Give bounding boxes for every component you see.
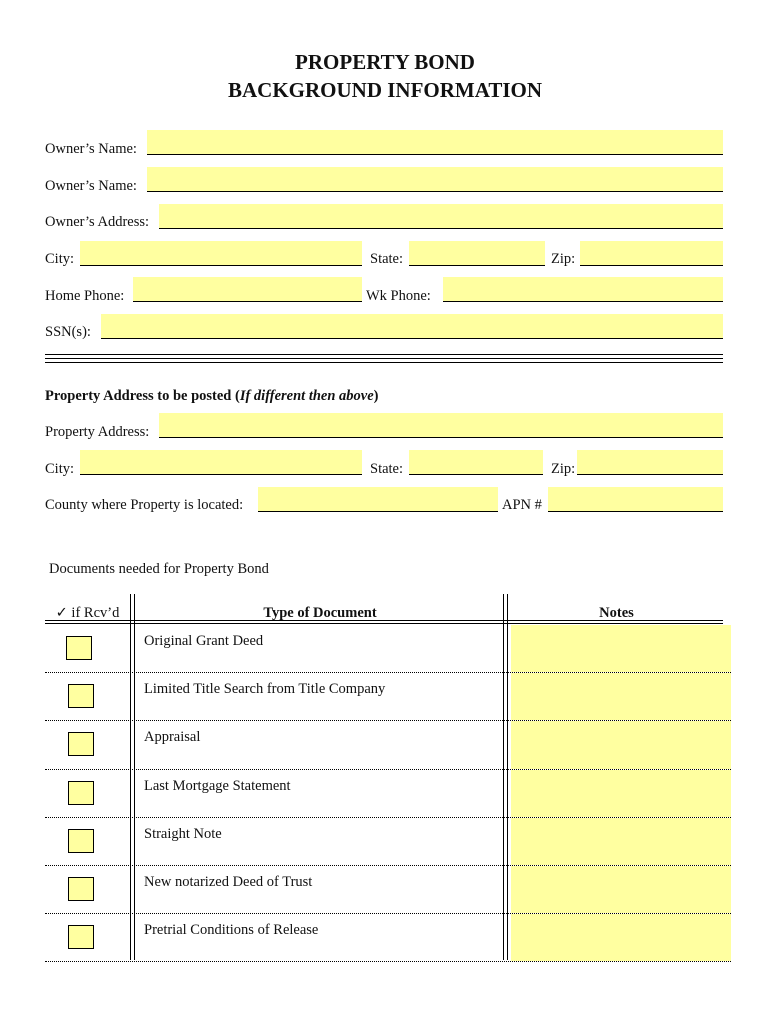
property-city-label: City: [45,461,75,477]
received-checkbox[interactable] [68,684,94,708]
owner-name-1-label: Owner’s Name: [45,141,137,157]
property-state-field[interactable] [409,450,543,475]
column-divider [134,594,135,960]
property-zip-label: Zip: [551,461,576,477]
received-checkbox[interactable] [66,636,92,660]
notes-field[interactable] [511,770,731,817]
document-type-label: Pretrial Conditions of Release [144,922,319,939]
property-city-field[interactable] [80,450,362,475]
owner-name-1-field[interactable] [147,130,723,155]
home-phone-field[interactable] [133,277,362,302]
county-field[interactable] [258,487,498,512]
separator-line [45,362,723,363]
owner-zip-field[interactable] [580,241,723,266]
column-divider [130,594,131,960]
document-type-label: Last Mortgage Statement [144,777,291,794]
wk-phone-field[interactable] [443,277,723,302]
heading-suffix: ) [373,388,379,404]
owner-address-field[interactable] [159,204,723,229]
page-title-line1: PROPERTY BOND [295,50,475,74]
documents-intro: Documents needed for Property Bond [49,561,269,577]
received-checkbox[interactable] [68,732,94,756]
col-header-type: Type of Document [263,605,377,621]
separator-line [45,358,723,359]
received-checkbox[interactable] [68,829,94,853]
ssn-label: SSN(s): [45,324,91,340]
owner-state-field[interactable] [409,241,545,266]
property-state-label: State: [370,461,404,477]
heading-prefix: Property Address to be posted ( [45,388,240,404]
heading-italic: If different then above [239,388,374,404]
property-section-heading [45,387,379,405]
document-type-label: Limited Title Search from Title Company [144,681,386,698]
property-address-field[interactable] [159,413,723,438]
ssn-field[interactable] [101,314,723,339]
notes-field[interactable] [511,866,731,913]
document-type-label: New notarized Deed of Trust [144,874,313,890]
received-checkbox[interactable] [68,877,94,901]
column-divider [503,594,504,960]
owner-address-label: Owner’s Address: [45,214,150,230]
owner-name-2-label: Owner’s Name: [45,178,137,194]
table-header-line [45,623,723,624]
notes-field[interactable] [511,721,731,768]
received-checkbox[interactable] [68,781,94,805]
document-type-label: Appraisal [144,729,201,746]
owner-state-label: State: [370,251,404,267]
owner-zip-label: Zip: [551,251,576,267]
property-zip-field[interactable] [577,450,723,475]
apn-label: APN # [502,497,542,513]
notes-field[interactable] [511,673,731,720]
notes-field[interactable] [511,914,731,961]
owner-name-2-field[interactable] [147,167,723,192]
table-header-line [45,620,723,621]
document-type-label: Original Grant Deed [144,633,264,649]
column-divider [507,594,508,960]
notes-field[interactable] [511,818,731,865]
property-address-label: Property Address: [45,424,150,440]
notes-field[interactable] [511,625,731,672]
owner-city-label: City: [45,251,75,267]
col-header-received: ✓ if Rcv’d [55,605,120,621]
document-type-label: Straight Note [144,825,222,842]
separator-line [45,354,723,355]
page-title-line2: BACKGROUND INFORMATION [227,78,543,102]
home-phone-label: Home Phone: [45,288,125,304]
owner-city-field[interactable] [80,241,362,266]
col-header-notes: Notes [599,605,634,621]
wk-phone-label: Wk Phone: [366,288,431,304]
apn-field[interactable] [548,487,723,512]
received-checkbox[interactable] [68,925,94,949]
row-separator [45,961,731,962]
county-label: County where Property is located: [45,497,244,513]
